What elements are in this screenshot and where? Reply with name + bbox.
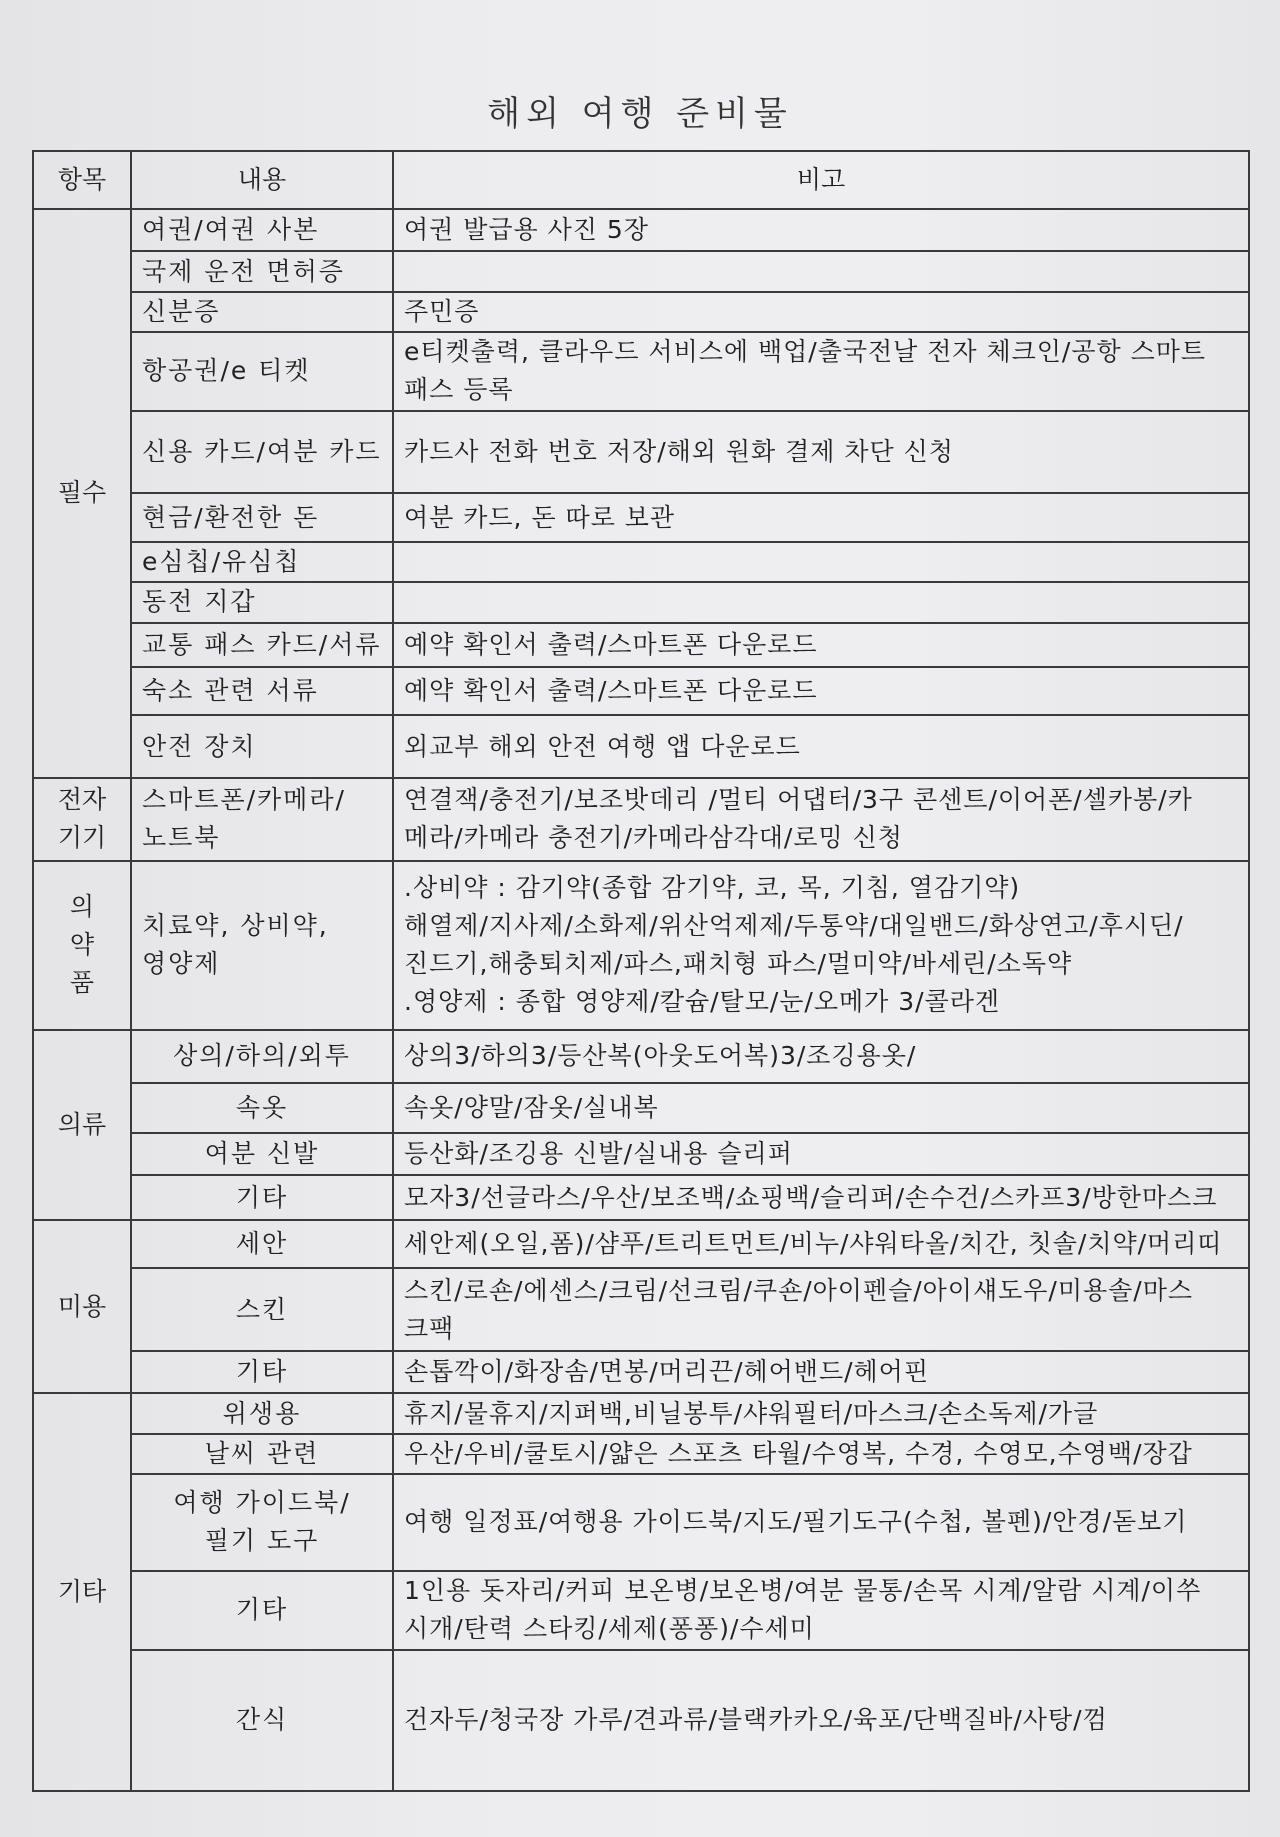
item-cell: 속옷 (131, 1083, 393, 1133)
item-cell: 기타 (131, 1571, 393, 1650)
table-row (33, 1351, 1249, 1393)
item-cell: 간식 (131, 1650, 393, 1791)
note-cell: 모자3/선글라스/우산/보조백/쇼핑백/슬리퍼/손수건/스카프3/방한마스크 (393, 1175, 1249, 1219)
item-cell: 안전 장치 (131, 715, 393, 778)
item-cell: 숙소 관련 서류 (131, 667, 393, 715)
item-cell: 세안 (131, 1220, 393, 1268)
table-row (33, 251, 1249, 291)
note-cell: 세안제(오일,폼)/샴푸/트리트먼트/비누/샤워타올/치간, 칫솔/치약/머리띠 (393, 1220, 1249, 1268)
note-cell: 예약 확인서 출력/스마트폰 다운로드 (393, 667, 1249, 715)
header-note: 비고 (393, 151, 1249, 209)
category-cell: 의류 (33, 1030, 131, 1220)
item-cell: 날씨 관련 (131, 1434, 393, 1474)
document-title: 해외 여행 준비물 (487, 94, 793, 134)
note-cell: 여권 발급용 사진 5장 (393, 209, 1249, 251)
item-cell: 현금/환전한 돈 (131, 493, 393, 541)
note-cell: 건자두/청국장 가루/견과류/블랙카카오/육포/단백질바/사탕/껌 (393, 1650, 1249, 1791)
item-cell: 여행 가이드북/ 필기 도구 (131, 1474, 393, 1571)
table-row (33, 1434, 1249, 1474)
table-row (33, 623, 1249, 667)
table-row (33, 411, 1249, 494)
item-cell: 동전 지갑 (131, 582, 393, 622)
note-cell: 속옷/양말/잠옷/실내복 (393, 1083, 1249, 1133)
note-cell: 1인용 돗자리/커피 보온병/보온병/여분 물통/손목 시계/알람 시계/이쑤 시개/탄력 스타킹/세제(퐁퐁)/수세미 (393, 1571, 1249, 1650)
table-row (33, 1474, 1249, 1571)
note-cell: 예약 확인서 출력/스마트폰 다운로드 (393, 623, 1249, 667)
item-cell: 여분 신발 (131, 1133, 393, 1175)
item-cell: 기타 (131, 1351, 393, 1393)
note-cell: 등산화/조깅용 신발/실내용 슬리퍼 (393, 1133, 1249, 1175)
item-cell: 기타 (131, 1175, 393, 1219)
note-cell: 스킨/로숀/에센스/크림/선크림/쿠숀/아이펜슬/아이섀도우/미용솔/마스 크팩 (393, 1268, 1249, 1351)
note-cell: 여행 일정표/여행용 가이드북/지도/필기도구(수첩, 볼펜)/안경/돋보기 (393, 1474, 1249, 1571)
table-row (33, 542, 1249, 582)
note-cell (393, 582, 1249, 622)
item-cell: 스킨 (131, 1268, 393, 1351)
table-row (33, 1083, 1249, 1133)
table-row (33, 582, 1249, 622)
table-row (33, 1030, 1249, 1082)
item-cell: e심칩/유심칩 (131, 542, 393, 582)
table-row (33, 209, 1249, 251)
table-row (33, 1220, 1249, 1268)
item-cell: 국제 운전 면허증 (131, 251, 393, 291)
item-cell: 신용 카드/여분 카드 (131, 411, 393, 494)
category-cell: 필수 (33, 209, 131, 778)
header-category: 항목 (33, 151, 131, 209)
item-cell: 여권/여권 사본 (131, 209, 393, 251)
item-cell: 위생용 (131, 1393, 393, 1433)
header-item: 내용 (131, 151, 393, 209)
table-row (33, 1571, 1249, 1650)
note-cell: e티켓출력, 클라우드 서비스에 백업/출국전날 전자 체크인/공항 스마트 패스 등록 (393, 332, 1249, 411)
table-row (33, 493, 1249, 541)
item-cell: 항공권/e 티켓 (131, 332, 393, 411)
note-cell: 카드사 전화 번호 저장/해외 원화 결제 차단 신청 (393, 411, 1249, 494)
note-cell: 상의3/하의3/등산복(아웃도어복)3/조깅용옷/ (393, 1030, 1249, 1082)
item-cell: 스마트폰/카메라/ 노트북 (131, 778, 393, 861)
table-body (33, 209, 1249, 1791)
category-cell: 전자 기기 (33, 778, 131, 861)
note-cell: 연결잭/충전기/보조밧데리 /멀티 어댑터/3구 콘센트/이어폰/셀카봉/카 메라/카메라 충전기/카메라삼각대/로밍 신청 (393, 778, 1249, 861)
table-row (33, 292, 1249, 332)
note-cell: 휴지/물휴지/지퍼백,비닐봉투/샤워필터/마스크/손소독제/가글 (393, 1393, 1249, 1433)
note-cell: 우산/우비/쿨토시/얇은 스포츠 타월/수영복, 수경, 수영모,수영백/장갑 (393, 1434, 1249, 1474)
table-row (33, 332, 1249, 411)
category-cell: 미용 (33, 1220, 131, 1394)
table-row (33, 1393, 1249, 1433)
note-cell: 여분 카드, 돈 따로 보관 (393, 493, 1249, 541)
note-cell: 손톱깍이/화장솜/면봉/머리끈/헤어밴드/헤어핀 (393, 1351, 1249, 1393)
table-row (33, 1175, 1249, 1219)
table-header-row (33, 151, 1249, 209)
item-cell: 교통 패스 카드/서류 (131, 623, 393, 667)
category-cell: 의 약 품 (33, 861, 131, 1031)
category-cell: 기타 (33, 1393, 131, 1791)
note-cell: 외교부 해외 안전 여행 앱 다운로드 (393, 715, 1249, 778)
table-row (33, 861, 1249, 1031)
note-cell (393, 542, 1249, 582)
table-row (33, 778, 1249, 861)
item-cell: 상의/하의/외투 (131, 1030, 393, 1082)
table-row (33, 1133, 1249, 1175)
table-row (33, 1650, 1249, 1791)
checklist-table (32, 150, 1250, 1792)
note-cell: 주민증 (393, 292, 1249, 332)
table-row (33, 667, 1249, 715)
table-row (33, 1268, 1249, 1351)
item-cell: 치료약, 상비약, 영양제 (131, 861, 393, 1031)
table-row (33, 715, 1249, 778)
note-cell (393, 251, 1249, 291)
item-cell: 신분증 (131, 292, 393, 332)
note-cell: .상비약 : 감기약(종합 감기약, 코, 목, 기침, 열감기약) 해열제/지사제/소화제/위산억제제/두통약/대일밴드/화상연고/후시딘/ 진드기,해충퇴치제/파스,패치형 파스/멀미약/바세린/소독약 .영양제 : 종합 영양제/칼슘/탈모/눈/오메가 3/콜라겐 (393, 861, 1249, 1031)
